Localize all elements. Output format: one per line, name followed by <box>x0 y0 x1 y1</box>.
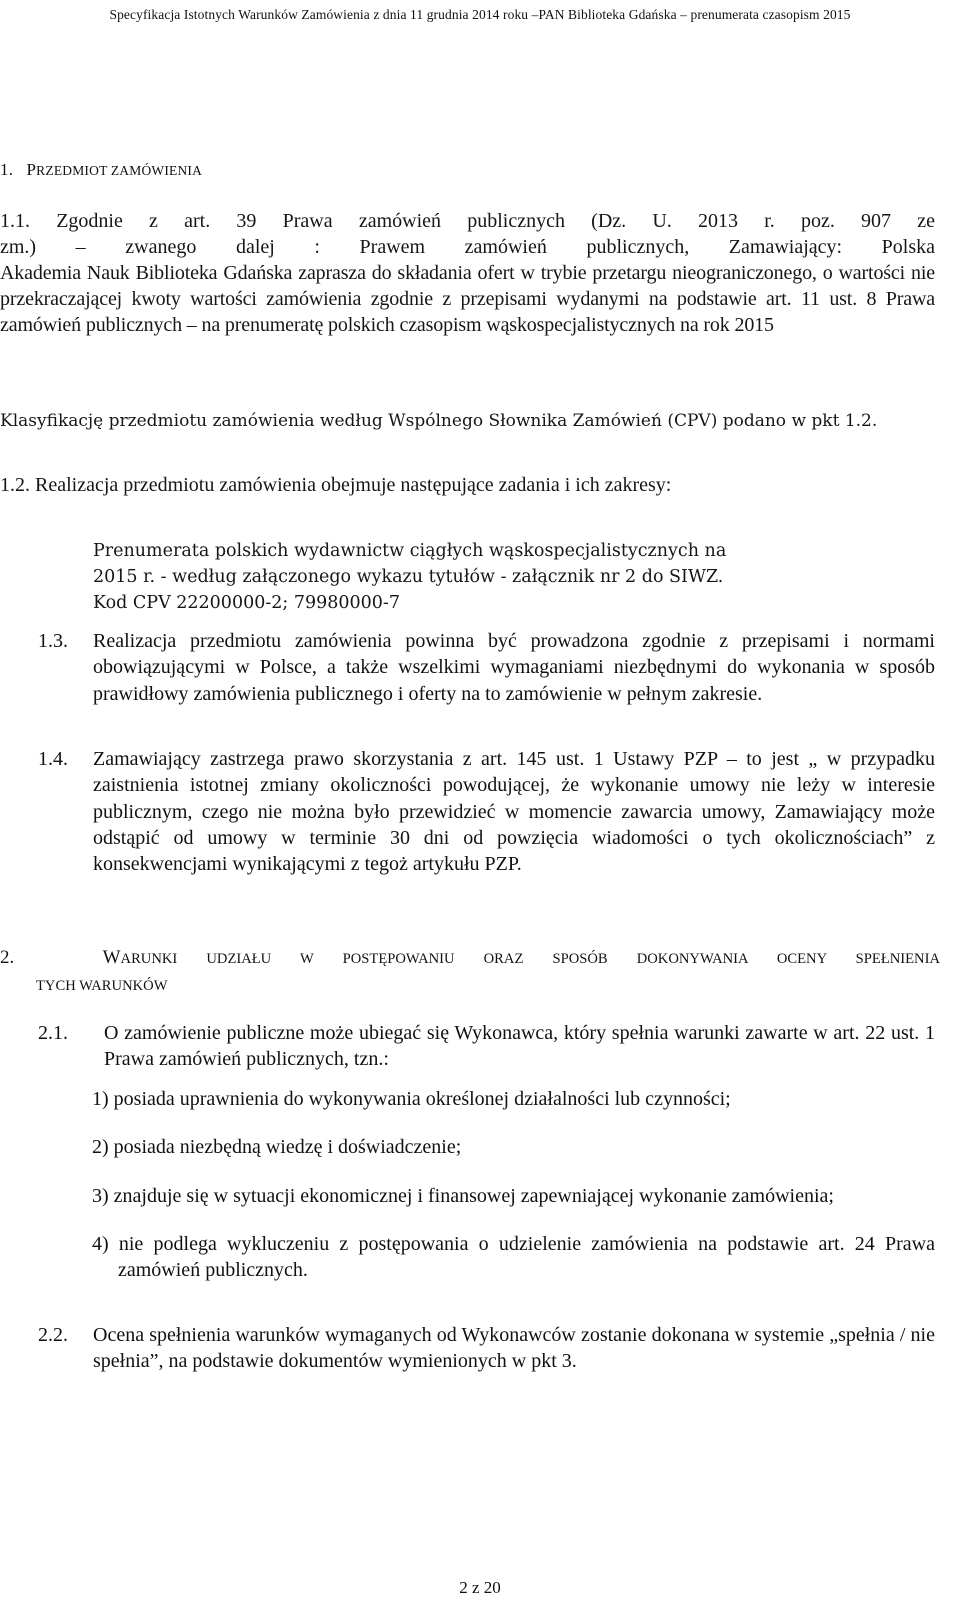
section-2-heading <box>0 944 940 1000</box>
list-item: 1) posiada uprawnienia do wykonywania określonej działalności lub czynności; <box>92 1088 731 1110</box>
paragraph-1-2-sub-line3: Kod CPV 22200000-2; 79980000-7 <box>93 593 400 613</box>
paragraph-1-3-number: 1.3. <box>38 630 68 652</box>
paragraph-1-2-text: Realizacja przedmiotu zamówienia obejmuje następujące zadania i ich zakresy: <box>35 474 672 496</box>
paragraph-1-2-number: 1.2. <box>0 474 30 496</box>
list-item: 4) nie podlega wykluczeniu z postępowania o udzielenie zamówienia na podstawie art. 24 Prawa zamówień publicznych. <box>92 1232 935 1282</box>
list-item: 3) znajduje się w sytuacji ekonomicznej i finansowej zapewniającej wykonanie zamówienia; <box>92 1184 834 1207</box>
section-2-title-cap: W <box>102 947 121 968</box>
page-number: 2 z 20 <box>459 1578 501 1597</box>
paragraph-2-2-text: Ocena spełnienia warunków wymaganych od Wykonawców zostanie dokonana w systemie „spełnia / nie spełnia”, na podstawie dokumentów wymienionych w pkt 3. <box>93 1324 935 1373</box>
paragraph-1-1-line2: zm.) – zwanego dalej : Prawem zamówień publicznych, Zamawiający: Polska <box>0 236 935 258</box>
section-1-heading <box>0 160 202 180</box>
paragraph-1-1-cpv: Klasyfikację przedmiotu zamówienia według Wspólnego Słownika Zamówień (CPV) podano w pkt 1.2. <box>0 411 878 431</box>
paragraph-1-1-line1: 1.1. Zgodnie z art. 39 Prawa zamówień publicznych (Dz. U. 2013 r. poz. 907 ze <box>0 210 935 232</box>
section-2-title-rest-1: ARUNKI UDZIAŁU W POSTĘPOWANIU ORAZ SPOSÓB DOKONYWANIA OCENY SPEŁNIENIA <box>120 951 940 967</box>
paragraph-1-2-sub-line2: 2015 r. - według załączonego wykazu tytułów - załącznik nr 2 do SIWZ. <box>93 567 724 587</box>
page-header: Specyfikacja Istotnych Warunków Zamówienia z dnia 11 grudnia 2014 roku –PAN Biblioteka Gdańska – prenumerata czasopism 2015 <box>109 7 851 22</box>
paragraph-1-4 <box>38 746 935 877</box>
paragraph-1-4-number: 1.4. <box>38 748 68 770</box>
paragraph-1-2-sub-line1: Prenumerata polskich wydawnictw ciągłych wąskospecjalistycznych na <box>93 541 727 561</box>
section-1-title-rest: RZEDMIOT ZAMÓWIENIA <box>36 163 203 178</box>
section-2-number: 2. <box>0 947 15 968</box>
paragraph-1-3 <box>38 628 935 707</box>
section-1-number: 1. <box>0 160 14 179</box>
paragraph-1-2-sub <box>93 538 935 616</box>
paragraph-2-2-number: 2.2. <box>38 1324 68 1346</box>
paragraph-2-2 <box>38 1322 935 1375</box>
paragraph-2-1-number: 2.1. <box>38 1022 68 1044</box>
condition-list <box>92 1086 935 1283</box>
paragraph-1-1-body: Akademia Nauk Biblioteka Gdańska zaprasza do składania ofert w trybie przetargu nieograniczonego, o wartości nie przekraczającej kwoty wartości zamówienia zgodnie z przepisami wydanymi na podstawie art. 11 ust. 8 Prawa zamówień publicznych – na prenumeratę polskich czasopism wąskospecjalistycznych na rok 2015 <box>0 262 935 336</box>
paragraph-1-4-text: Zamawiający zastrzega prawo skorzystania z art. 145 ust. 1 Ustawy PZP – to jest „ w przypadku zaistnienia istotnej zmiany okoliczności powodującej, że wykonanie umowy nie leży w interesie publicznym, czego nie można było przewidzieć w momencie zawarcia umowy, Zamawiający może odstąpić od umowy w terminie 30 dni od powzięcia wiadomości o tych okolicznościach” z konsekwencjami wynikającymi z tegoż artykułu PZP. <box>93 748 935 876</box>
paragraph-1-3-text: Realizacja przedmiotu zamówienia powinna być prowadzona zgodnie z przepisami i normami obowiązującymi w Polsce, a także wszelkimi wymaganiami niezbędnymi do wykonania w sposób prawidłowy zamówienia publicznego i oferty na to zamówienie w pełnym zakresie. <box>93 630 935 705</box>
section-1-title-cap: P <box>26 160 37 179</box>
section-2-heading-line1 <box>0 944 940 973</box>
paragraph-2-1 <box>38 1020 935 1073</box>
paragraph-1-2 <box>0 472 935 498</box>
section-2-title-rest-2: TYCH WARUNKÓW <box>36 978 168 994</box>
list-item: 2) posiada niezbędną wiedzę i doświadczenie; <box>92 1136 462 1159</box>
paragraph-2-1-text: O zamówienie publiczne może ubiegać się Wykonawca, który spełnia warunki zawarte w art. 22 ust. 1 Prawa zamówień publicznych, tzn.: <box>104 1022 935 1071</box>
